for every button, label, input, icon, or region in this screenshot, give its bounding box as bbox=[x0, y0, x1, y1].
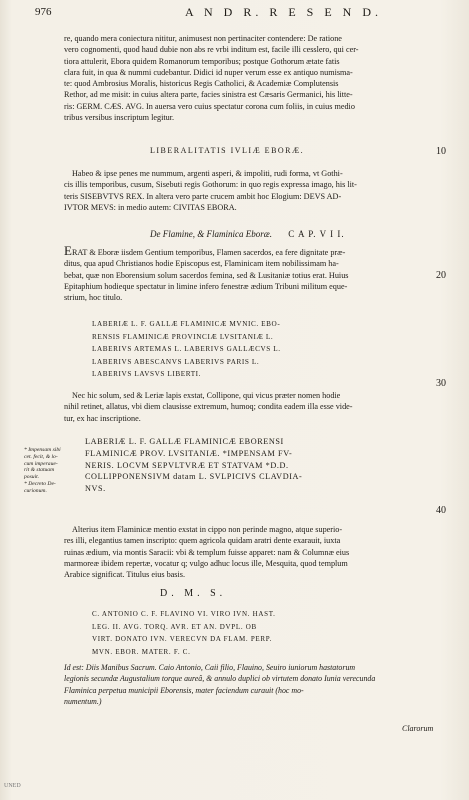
text-line: ruinas ædium, via montis Saracii: vbi & templum fuisse apparet: nam & Columnæ eius bbox=[64, 547, 350, 557]
inscription-line: LABERIÆ L. F. GALLÆ FLAMINICÆ EBORENSI bbox=[85, 437, 284, 446]
paragraph-1 bbox=[64, 33, 442, 123]
dms-heading: D. M. S. bbox=[160, 588, 227, 599]
paragraph-2 bbox=[64, 168, 442, 213]
text-line: nihil retinet, allatus, vbi diem clausisse extremum, humoq; condita eadem illa esse vide- bbox=[64, 402, 353, 412]
running-title: A N D R. R E S E N D. bbox=[185, 5, 383, 19]
text-line: cis illis temporibus, cusum, Sisebuti regis Gothorum: in quo regis expressa imago, his lit- bbox=[64, 180, 357, 190]
text-line: tur, ex hac inscriptione. bbox=[64, 413, 141, 423]
inscription-line: FLAMINICÆ PROV. LVSITANIÆ. *IMPENSAM FV- bbox=[85, 448, 293, 458]
text-line: ditus, qua apud Christianos hodie Episcopus est, Flaminicam item nobilissimam ha- bbox=[64, 259, 339, 269]
text-line: strium, hoc titulo. bbox=[64, 293, 123, 303]
text-line: Nec hic solum, sed & Leriæ lapis exstat, Collipone, qui vicus præter nomen hodie bbox=[72, 391, 341, 400]
inscription-line: NERIS. LOCVM SEPVLTVRÆ ET STATVAM *D.D. bbox=[85, 460, 289, 470]
text-line: re, quando mera coniectura nititur, animusest non pertinaciter contendere: De ratione bbox=[64, 34, 342, 43]
note-line: * Decreto De- bbox=[24, 480, 56, 487]
note-line: curionum. bbox=[24, 487, 47, 494]
note-line: cum imperaue- bbox=[24, 460, 58, 467]
marginal-note bbox=[24, 447, 84, 495]
drop-capital: E bbox=[64, 245, 72, 258]
margin-number: 20 bbox=[436, 270, 446, 281]
inscription-line: MVN. EBOR. MATER. F. C. bbox=[92, 647, 191, 656]
inscription-line: LABERIVS LAVSVS LIBERTI. bbox=[92, 370, 202, 378]
text-line: ris: GERM. CÆS. AVG. In auersa vero cuius spectatur corona cum foliis, in cuius medio bbox=[64, 101, 355, 111]
chapter-title: De Flamine, & Flaminica Eboræ. bbox=[150, 229, 272, 239]
note-line: * Impensam sibi bbox=[24, 447, 61, 453]
inscription-line: C. ANTONIO C. F. FLAVINO VI. VIRO IVN. HAST. bbox=[92, 610, 276, 618]
text-line: Epitaphium hodieque spectatur in limine infero fenestræ ædium Tribuni militum eque- bbox=[64, 281, 348, 291]
text-line: Arabice significat. Titulus eius basis. bbox=[64, 570, 185, 580]
text-line: vero cognomenti, quod haud dubie non abs re vrbi inditum est, facile illi cesslero, qui cer- bbox=[64, 45, 359, 55]
text-line bbox=[64, 245, 442, 258]
text-line: IVTOR MEVS: in medio autem: CIVITAS EBORA. bbox=[64, 202, 237, 212]
text-line: te: quod Ambrosius Moralis, historicus Regis Catholici, & Academiæ Complutensis bbox=[64, 79, 339, 89]
note-line: cet. fecit, & lo- bbox=[24, 453, 58, 460]
inscription-1 bbox=[92, 318, 392, 381]
paragraph-6 bbox=[64, 662, 442, 707]
margin-number: 40 bbox=[436, 505, 446, 516]
paragraph-4 bbox=[64, 390, 442, 424]
running-header bbox=[35, 6, 435, 22]
text-line: Habeo & ipse penes me nummum, argenti asperi, & impoliti, rudi forma, vt Gothi- bbox=[72, 169, 343, 178]
text-line: tribus versibus inscriptum legitur. bbox=[64, 113, 175, 123]
inscription-2 bbox=[85, 436, 385, 495]
text-line: marmoreæ ibidem repertæ, vocatur q; vulgo adhuc locus ille, Mesquita, quod templum bbox=[64, 558, 348, 568]
inscription-line: COLLIPPONENSIVM datam L. SVLPICIVS CLAVDIA- bbox=[85, 472, 303, 482]
text-line: tiora attulerit, Ebora quidem Romanorum temporibus; postque Gothorum ætate fatis bbox=[64, 56, 340, 66]
catchword: Clarorum bbox=[402, 724, 434, 733]
text-line: res illi, elegantius tamen inscripto: quem agricola quidam aratri dente exarauit, iuxta bbox=[64, 536, 341, 546]
liberalitatis-heading: LIBERALITATIS IVLIÆ EBORÆ. bbox=[150, 146, 305, 155]
text-line: bebat, quæ non Eborensium solum sacerdos femina, sed & Lusitaniæ totius erat. Huius bbox=[64, 270, 349, 280]
inscription-line: NVS. bbox=[85, 484, 106, 494]
library-mark: UNED bbox=[4, 783, 21, 789]
text-line: numentum.) bbox=[64, 696, 102, 706]
text-line: Alterius item Flaminicæ mentio exstat in cippo non perinde magno, atque superio- bbox=[72, 525, 343, 534]
inscription-line: LABERIVS ARTEMAS L. LABERIVS GALLÆCVS L. bbox=[92, 345, 281, 353]
inscription-line: VIRT. DONATO IVN. VERECVN DA FLAM. PERP. bbox=[92, 635, 273, 643]
text-line-rest: RAT & Eboræ iisdem Gentium temporibus, Flamen sacerdos, ea fere dignitate præ- bbox=[71, 248, 346, 257]
margin-number: 30 bbox=[436, 378, 446, 389]
chapter-heading bbox=[150, 229, 345, 239]
chapter-number: C A P. V I I. bbox=[288, 229, 345, 239]
note-line: posuit. bbox=[24, 474, 40, 481]
text-line: Flaminica perpetua municipii Eborensis, mater faciendum curauit (hoc mo- bbox=[64, 685, 304, 695]
note-line: rit & statuam bbox=[24, 467, 55, 474]
text-line: teris SISEBVTVS REX. In altera vero parte crucem ambit hoc Elogium: DEVS AD- bbox=[64, 191, 342, 201]
paragraph-3 bbox=[64, 245, 442, 303]
text-line: legionis secundæ Augustalium torque aureâ, & annulo duplici ob virtutem donato Iunia verecunda bbox=[64, 674, 376, 684]
text-line: clara fuit, in qua & nummi cudebantur. Didici id nuper verum esse ex antiquo numisma- bbox=[64, 67, 353, 77]
margin-number: 10 bbox=[436, 146, 446, 157]
text-line: Id est: Diis Manibus Sacrum. Caio Antonio, Caii filio, Flauino, Seuiro iuniorum hastatorum bbox=[64, 663, 356, 672]
inscription-line: LEG. II. AVG. TORQ. AVR. ET AN. DVPL. OB bbox=[92, 622, 257, 631]
paragraph-5 bbox=[64, 524, 442, 580]
page-number: 976 bbox=[35, 6, 52, 18]
inscription-line: RENSIS FLAMINICÆ PROVINCIÆ LVSITANIÆ L. bbox=[92, 332, 274, 341]
text-line: Rethor, ad me misit: in cuius altera parte, facies sinistra est Cæsaris Germanici, his litte- bbox=[64, 90, 353, 100]
inscription-line: LABERIÆ L. F. GALLÆ FLAMINICÆ MVNIC. EBO- bbox=[92, 320, 281, 328]
inscription-line: LABERIVS ABESCANVS LABERIVS PARIS L. bbox=[92, 357, 260, 366]
inscription-3 bbox=[92, 608, 422, 658]
